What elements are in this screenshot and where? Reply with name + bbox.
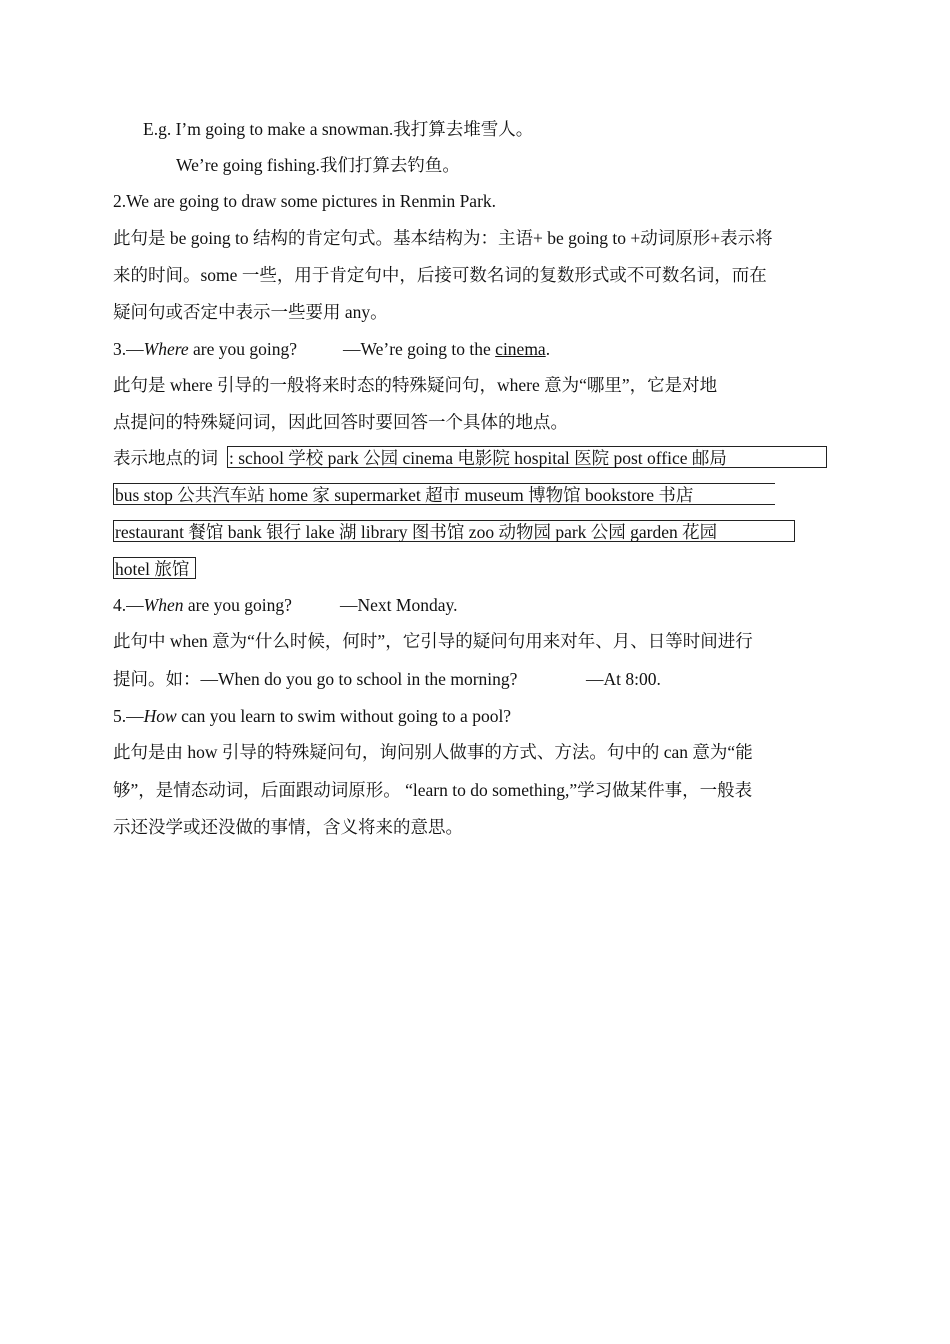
example-line-1: E.g. I’m going to make a snowman.我打算去堆雪人。	[143, 119, 534, 139]
places-box-row-1: : school 学校 park 公园 cinema 电影院 hospital 医院 post office 邮局	[227, 446, 827, 468]
section-5-wh-word: How	[143, 706, 177, 726]
section-3-number: 3.—	[113, 339, 144, 359]
section-3-answer-end: .	[545, 339, 551, 359]
section-4-heading	[113, 594, 292, 616]
places-label: 表示地点的词	[113, 448, 218, 468]
places-box-row-3: restaurant 餐馆 bank 银行 lake 湖 library 图书馆 zoo 动物园 park 公园 garden 花园	[113, 520, 795, 542]
section-3-para-line-2: 点提问的特殊疑问词，因此回答时要回答一个具体的地点。	[113, 412, 568, 432]
section-4-para-line-2: 提问。如：—When do you go to school in the morning?	[113, 669, 518, 689]
section-3-answer	[343, 338, 550, 360]
section-5-para-line-2: 够”，是情态动词，后面跟动词原形。 “learn to do something,”学习做某件事，一般表	[113, 780, 753, 800]
section-5-number: 5.—	[113, 706, 144, 726]
section-4-example-answer: —At 8:00.	[586, 669, 661, 689]
section-2-para-line-3: 疑问句或否定中表示一些要用 any。	[113, 302, 388, 322]
section-5-para-line-3: 示还没学或还没做的事情，含义将来的意思。	[113, 817, 463, 837]
example-line-2: We’re going fishing.我们打算去钓鱼。	[176, 155, 460, 175]
section-2-heading: 2.We are going to draw some pictures in Renmin Park.	[113, 191, 497, 211]
section-3-para-line-1: 此句是 where 引导的一般将来时态的特殊疑问句，where 意为“哪里”，它是对地	[113, 375, 718, 395]
section-3-question: are you going?	[188, 339, 298, 359]
section-5-question: can you learn to swim without going to a pool?	[176, 706, 512, 726]
section-4-question: are you going?	[183, 595, 292, 615]
section-3-answer-prefix: —We’re going to the	[343, 339, 496, 359]
section-4-wh-word: When	[143, 595, 184, 615]
section-3-heading	[113, 338, 297, 360]
section-5-para-line-1: 此句是由 how 引导的特殊疑问句，询问别人做事的方式、方法。句中的 can 意为“能	[113, 742, 753, 762]
section-2-para-line-2: 来的时间。some 一些，用于肯定句中，后接可数名词的复数形式或不可数名词，而在	[113, 265, 767, 285]
section-3-answer-place: cinema	[495, 339, 546, 359]
section-3-wh-word: Where	[143, 339, 189, 359]
section-4-para-line-1: 此句中 when 意为“什么时候，何时”，它引导的疑问句用来对年、月、日等时间进行	[113, 631, 753, 651]
section-2-para-line-1: 此句是 be going to 结构的肯定句式。基本结构为：主语+ be going to +动词原形+表示将	[113, 228, 773, 248]
places-box-row-2: bus stop 公共汽车站 home 家 supermarket 超市 museum 博物馆 bookstore 书店	[113, 483, 775, 505]
places-box-row-4: hotel 旅馆	[113, 557, 196, 579]
section-4-answer: —Next Monday.	[340, 595, 458, 615]
section-5-heading	[113, 705, 511, 727]
section-4-number: 4.—	[113, 595, 144, 615]
